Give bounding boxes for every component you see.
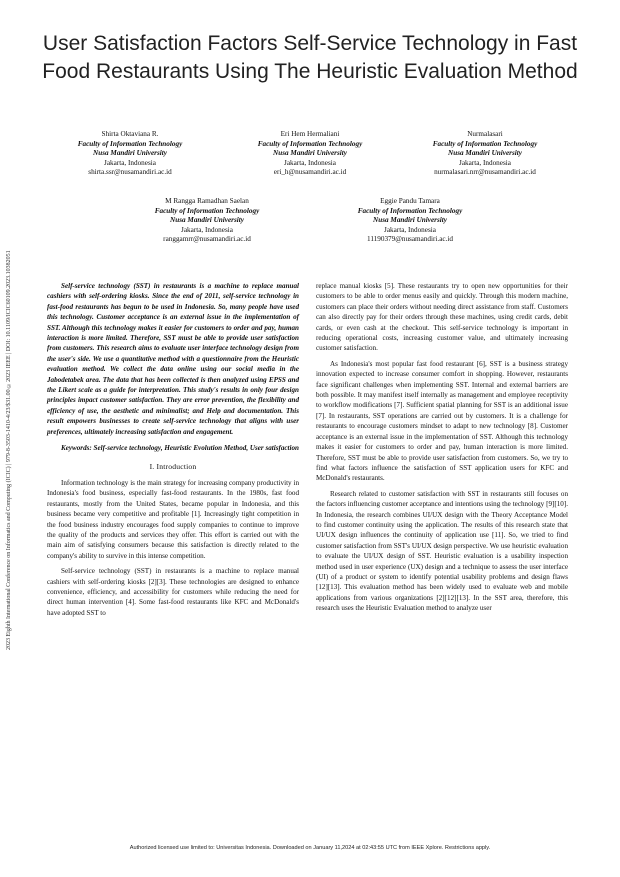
paragraph: As Indonesia's most popular fast food restaurant [6], SST is a business strategy innovation expected to increase consumer comfort in shopping. However, restaurants face significant challenges when implementing SST. Internal and external barriers are both possible. It may manifest itself internally as management and employee receptivity to workflow modifications [7]. Sufficient spatial planning for SST is an additional issue [7]. In restaurants, SST operations are carried out by customers. It is a challenge for restaurants to encourage customers mindset to adapt to new technology [8]. Customer acceptance is an external issue in the implementation of SST. Although this technology makes it easier for customers to order and pay, human interaction is more limited. Therefore, SST must be able to provide user satisfaction from customers. So, we try to find what factors influence the satisfaction of SST application users for KFC and McDonald's restaurants. [316,359,568,483]
author-name: Eri Hem Hermaliani [280,130,340,138]
author-affiliation: Faculty of Information Technology [257,139,363,148]
right-column [316,281,568,619]
author-affiliation: Faculty of Information Technology [432,139,538,148]
author-university: Nusa Mandiri University [273,149,347,158]
download-footer: Authorized licensed use limited to: Universitas Indonesia. Downloaded on January 11,2024 at 02:43:55 UTC from IEEE Xplore. Restrictions apply. [129,845,491,851]
author-university: Nusa Mandiri University [170,216,244,225]
keywords: Keywords: Self-service technology, Heuristic Evolution Method, User satisfaction [61,444,299,453]
author-city: Jakarta, Indonesia [104,158,156,167]
author-affiliation: Faculty of Information Technology [77,139,183,148]
author-university: Nusa Mandiri University [373,216,447,225]
author-email[interactable]: shirta.ssr@nusamandiri.ac.id [88,168,172,177]
author-name: Shirta Oktaviana R. [101,130,159,138]
author-email[interactable]: 11190379@nusamandiri.ac.id [367,235,453,244]
paragraph: Research related to customer satisfaction with SST in restaurants still focuses on the factors influencing customer acceptance and intentions using the technology [9][10]. In Indonesia, the research combines UI/UX design with the Theory Acceptance Model to find customer continuity using the application. The results of this research state that UI/UX design influences the continuity of application use [11]. So, we tried to find customer satisfaction from SST's UI/UX design perspective. We use heuristic evaluation to evaluate the UI/UX design of SST. Heuristic evaluation is a usability inspection method used in user experience (UX) design and a technique to assess the user interface (UI) of a product or system to identify potential usability problems and design flaws [12][13]. This evaluation method has been widely used to evaluate web and mobile applications from various organizations [2][12][13]. In the SST area, therefore, this research uses the Heuristic Evaluation method to analyze user [316,489,568,613]
author-email[interactable]: ranggamrr@nusamandiri.ac.id [163,235,251,244]
doi-sidebar-strip: 2023 Eighth International Conference on Informatics and Computing (ICIC) | 979-8-3503-1410-4/23/$31.00 ©2023 IEEE | DOI: 10.1109/ICIC60109.2023.10382051 [6,250,12,650]
section-heading: I. Introduction [149,461,197,471]
author-city: Jakarta, Indonesia [459,158,511,167]
author-name: M Rangga Ramadhan Saelan [165,197,249,205]
author-university: Nusa Mandiri University [93,149,167,158]
paragraph: replace manual kiosks [5]. These restaurants try to open new opportunities for their customers to be able to order menus easily and quickly. Through this modern machine, customers can place their orders without needing direct assistance from staff. Customers can also directly pay for their orders through these machines, using credit cards, debit cards, or even cash at the checkout. This self-service technology is important in reducing operational costs, increasing customer value, and ultimately increasing customer satisfaction. [316,282,568,353]
author-email[interactable]: nurmalasari.nrr@nusamandiri.ac.id [434,168,536,177]
author-block [235,130,385,178]
author-name: Nurmalasari [467,130,503,138]
author-affiliation: Faculty of Information Technology [154,206,260,215]
paper-title: User Satisfaction Factors Self-Service Technology in Fast Food Restaurants Using The Heuristic Evaluation Method [42,32,578,83]
author-city: Jakarta, Indonesia [181,225,233,234]
author-name: Eggie Pandu Tamara [380,197,440,205]
paragraph: Information technology is the main strategy for increasing company productivity in Indonesia's food business, especially fast-food restaurants. In the 1980s, fast food restaurants, mostly from the United States, became popular in Indonesia, and this business became very competitive and profitable [1]. Increasingly tight competition in the food business industry encourages food supply companies to continue to improve the quality of the products and services they offer. This effort is carried out with the main aim of satisfying consumers because this satisfaction is directly related to the company's ability to survive in this intense competition. [47,478,299,560]
left-column [47,281,299,623]
author-city: Jakarta, Indonesia [384,225,436,234]
abstract: Self-service technology (SST) in restaurants is a machine to replace manual cashiers with self-ordering kiosks. Since the end of 2011, self-service technology in fast-food restaurants has begun to be used in Indonesia. So, many people have used this technology. Customer acceptance is an external issue in the implementation of SST. Although this technology makes it easier for customers to order and pay, human interaction is more limited. Therefore, SST must be able to provide user satisfaction from customers. This research aims to evaluate user interface technology design from the user's side. We use a quantitative method with a questionnaire from the Heuristic evaluation method. We collect the data online using our social media in the Jabodetabek area. The data that has been collected is then analyzed using EPSS and the Likert scale as a guide for interpretation. This study's results in only four design principles impact customer satisfaction. They are error prevention, the flexibility and efficiency of use, the aesthetic and minimalist; and Help and documentation. This result empowers businesses to create self-service technology that aligns with user preferences, ultimately increasing satisfaction and engagement. [47,282,299,436]
author-block [132,197,282,245]
author-city: Jakarta, Indonesia [284,158,336,167]
author-affiliation: Faculty of Information Technology [357,206,463,215]
author-university: Nusa Mandiri University [448,149,522,158]
author-email[interactable]: eri_h@nusamandiri.ac.id [273,168,347,177]
author-block [335,197,485,245]
author-block [55,130,205,178]
paragraph: Self-service technology (SST) in restaurants is a machine to replace manual cashiers with self-ordering kiosks [2][3]. These technologies are designed to enhance convenience, efficiency, and accessibility for customers while reducing the need for direct human intervention [4]. Some fast-food restaurants like KFC and McDonald's have adopted SST to [47,567,299,617]
author-block [410,130,560,178]
